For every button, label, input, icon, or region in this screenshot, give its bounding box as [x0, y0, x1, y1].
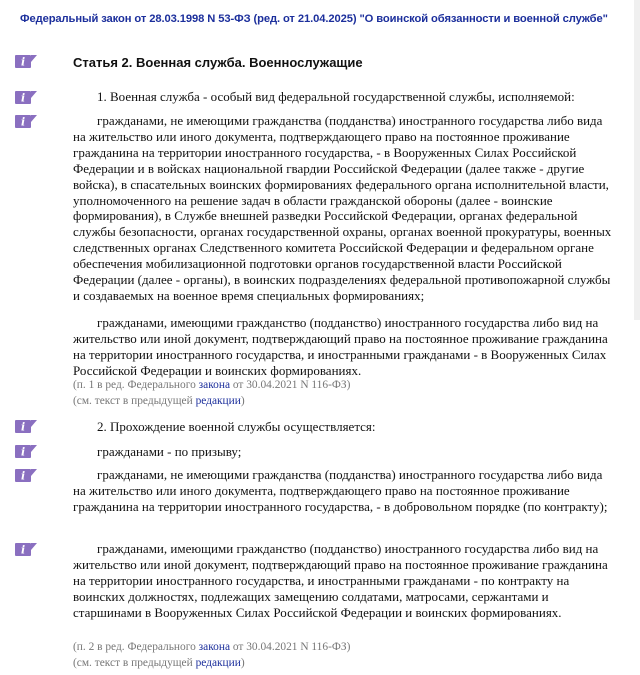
- svg-text:i: i: [21, 91, 26, 104]
- paragraph-2-item-c: гражданами, имеющими гражданство (подданство) иностранного государства либо вид на жительство или иной документ, подтверждающий право на постоянное проживание гражданина на территории иностранного государства, и иностранными гражданами - по контракту на воинских должностях, подлежащих замещению солдатами, матросами, сержантами и старшинами в Вооруженных Силах Российской Федерации и воинских формированиях.: [73, 541, 608, 620]
- info-edition-icon[interactable]: [15, 91, 37, 104]
- info-edition-icon[interactable]: [15, 420, 37, 433]
- previous-edition-link[interactable]: редакции: [195, 657, 241, 669]
- previous-edition-note: (см. текст в предыдущей редакции): [73, 395, 245, 407]
- svg-text:i: i: [21, 420, 26, 433]
- law-link[interactable]: закона: [198, 641, 231, 653]
- previous-edition-link[interactable]: редакции: [195, 395, 241, 407]
- svg-text:i: i: [21, 469, 26, 482]
- document-title[interactable]: Федеральный закон от 28.03.1998 N 53-ФЗ (ред. от 21.04.2025) "О воинской обязанности и военной службе": [20, 13, 608, 25]
- article-title: Статья 2. Военная служба. Военнослужащие: [73, 55, 363, 70]
- paragraph-2-item-a: гражданами - по призыву;: [97, 444, 242, 459]
- paragraph-2: 2. Прохождение военной службы осуществляется:: [97, 419, 376, 434]
- previous-edition-note: (см. текст в предыдущей редакции): [73, 657, 245, 669]
- scrollbar[interactable]: [634, 0, 640, 320]
- paragraph-1: 1. Военная служба - особый вид федеральной государственной службы, исполняемой:: [97, 89, 575, 104]
- law-link[interactable]: закона: [198, 379, 231, 391]
- info-edition-icon[interactable]: [15, 445, 37, 458]
- svg-text:i: i: [21, 445, 26, 458]
- svg-text:i: i: [21, 543, 26, 556]
- svg-text:i: i: [21, 55, 26, 68]
- paragraph-1-item-a: гражданами, не имеющими гражданства (подданства) иностранного государства либо вида на жительство или иного документа, подтверждающего право на постоянное проживание гражданина на территории иностранного государства, - в Вооруженных Силах Российской Федерации и в войсках национальной гвардии Российской Федерации (далее также - другие войска), в спасательных воинских формированиях федерального органа исполнительной власти, уполномоченного на решение задач в области гражданской обороны (далее - воинские формирования), в Службе внешней разведки Российской Федерации, органах федеральной службы безопасности, органах государственной охраны, органах военной прокуратуры, военных следственных органах Следственного комитета Российской Федерации и федеральном органе обеспечения мобилизационной подготовки органов государственной власти Российской Федерации (далее - органы), в воинских подразделениях федеральной противопожарной службы и создаваемых на военное время специальных формированиях;: [73, 113, 612, 303]
- info-edition-icon[interactable]: [15, 543, 37, 556]
- info-edition-icon[interactable]: [15, 469, 37, 482]
- edition-note: (п. 2 в ред. Федерального закона от 30.04.2021 N 116-ФЗ): [73, 641, 351, 653]
- paragraph-2-item-b: гражданами, не имеющими гражданства (подданства) иностранного государства либо вида на жительство или иного документа, подтверждающего право на постоянное проживание гражданина на территории иностранного государства, - в добровольном порядке (по контракту);: [73, 467, 608, 514]
- svg-text:i: i: [21, 115, 26, 128]
- info-edition-icon[interactable]: [15, 55, 37, 68]
- paragraph-1-item-b: гражданами, имеющими гражданство (подданство) иностранного государства либо вид на жительство или иной документ, подтверждающий право на постоянное проживание гражданина на территории иностранного государства, и иностранными гражданами - в Вооруженных Силах Российской Федерации и воинских формированиях.: [73, 315, 608, 378]
- info-edition-icon[interactable]: [15, 115, 37, 128]
- edition-note: (п. 1 в ред. Федерального закона от 30.04.2021 N 116-ФЗ): [73, 379, 351, 391]
